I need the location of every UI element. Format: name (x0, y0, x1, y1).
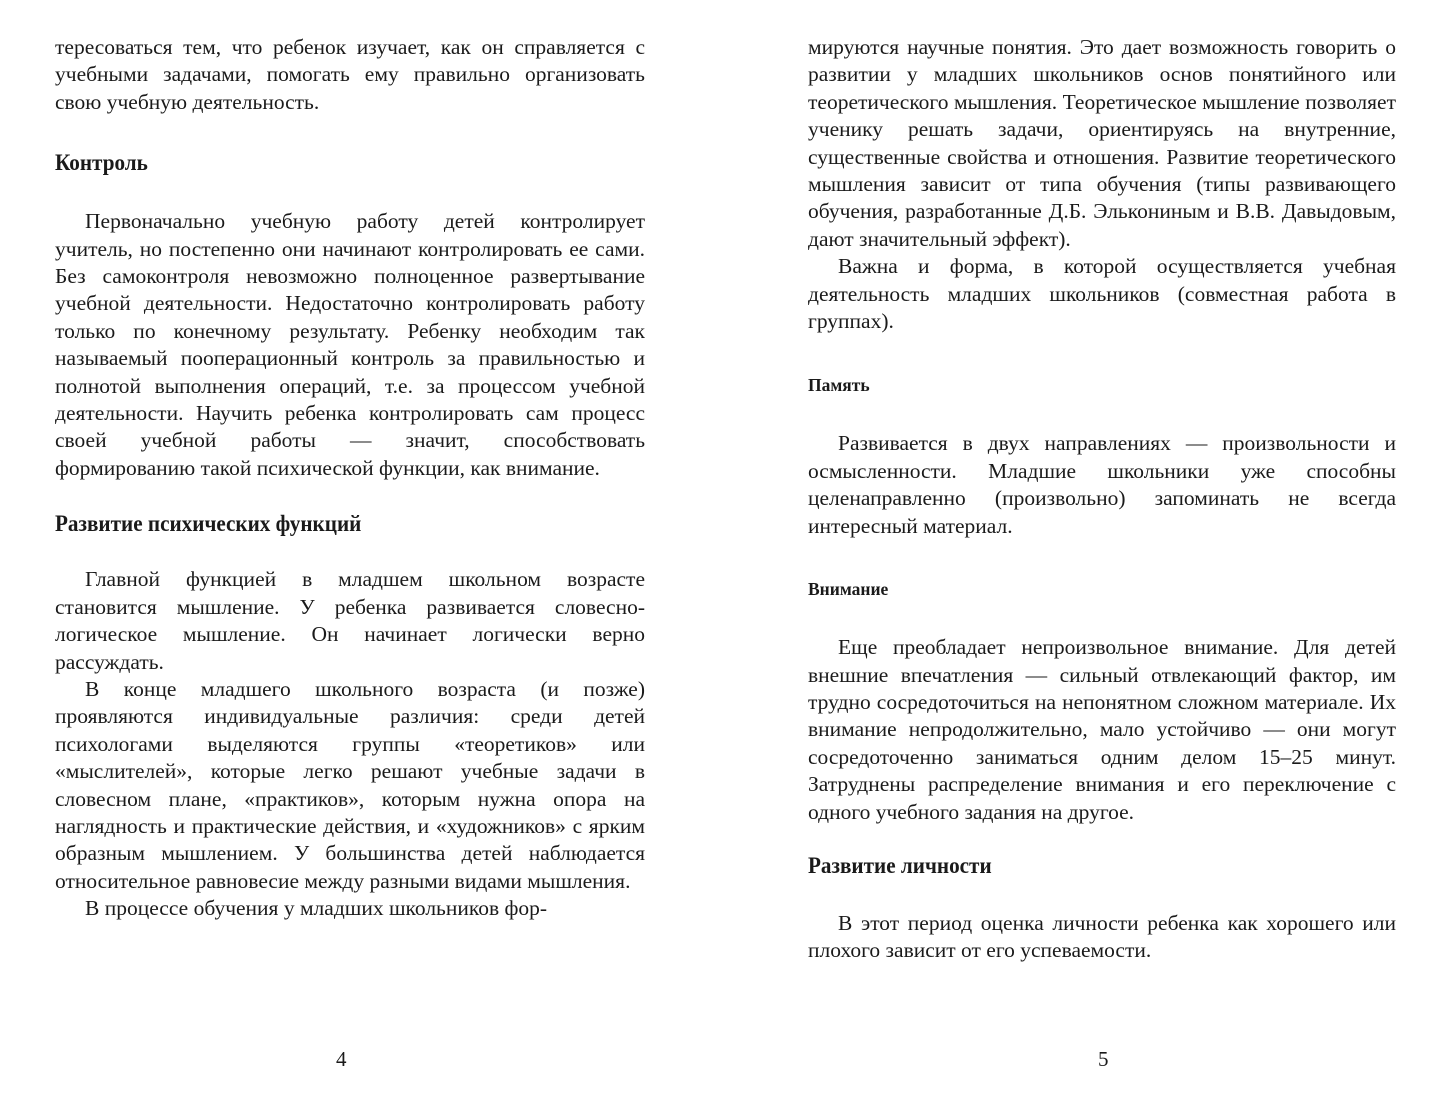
mental-functions-paragraph-1: Главной функцией в младшем школьном возрасте становится мышление. У ребенка развивается словесно-логическое мышление. Он начинает логически верно рассуждать. (55, 567, 645, 674)
personality-heading: Развитие личности (808, 852, 992, 878)
mental-functions-heading: Развитие психических функций (55, 511, 362, 537)
attention-heading: Внимание (808, 579, 889, 600)
page-number: 4 (336, 1047, 347, 1071)
form-paragraph: Важна и форма, в которой осуществляется учебная деятельность младших школьников (совместная работа в группах). (808, 254, 1396, 334)
continued-paragraph: мируются научные понятия. Это дает возможность говорить о развитии у младших школьников основ понятийного или теоретического мышления. Теоретическое мышление позволяет ученику решать задачи, ориентируясь на внутренние, существенные свойства и отношения. Развитие теоретического мышления зависит от типа обучения (типы развивающего обучения, разработанные Д.Б. Элькониным и В.В. Давыдовым, дают значительный эффект). (808, 35, 1396, 251)
control-paragraph: Первоначально учебную работу детей контролирует учитель, но постепенно они начинают контролировать ее сами. Без самоконтроля невозможно полноценное развертывание учебной деятельности. Недостаточно контролировать работу только по конечному результату. Ребенку необходим так называемый пооперационный контроль за правильностью и полнотой выполнения операций, т.е. за процессом учебной деятельности. Научить ребенка контролировать сам процесс своей учебной работы — значит, способствовать формированию такой психической функции, как внимание. (55, 209, 645, 480)
left-page-text-column (55, 34, 645, 923)
right-page (715, 0, 1430, 1108)
mental-functions-paragraph-3: В процессе обучения у младших школьников фор- (85, 896, 548, 921)
right-page-text-column (808, 34, 1396, 965)
control-heading: Контроль (55, 150, 148, 176)
mental-functions-paragraph-2: В конце младшего школьного возраста (и позже) проявляются индивидуальные различия: среди детей психологами выделяются группы «теоретиков» или «мыслителей», которые легко решают учебные задачи в словесном плане, «практиков», которым нужна опора на наглядность и практические действия, и «художников» с ярким образным мышлением. У большинства детей наблюдается относительное равновесие между разными видами мышления. (55, 676, 645, 893)
intro-paragraph: тересоваться тем, что ребенок изучает, как он справляется с учебными задачами, помогать ему правильно организовать свою учебную деятельность. (55, 35, 645, 114)
page-number: 5 (1098, 1047, 1109, 1071)
personality-paragraph: В этот период оценка личности ребенка как хорошего или плохого зависит от его успеваемости. (808, 910, 1396, 963)
attention-paragraph: Еще преобладает непроизвольное внимание. Для детей внешние впечатления — сильный отвлекающий фактор, им трудно сосредоточиться на непонятном сложном материале. Их внимание непродолжительно, мало устойчиво — они могут сосредоточенно заниматься одним делом 15–25 минут. Затруднены распределение внимания и его переключение с одного учебного задания на другое. (808, 635, 1396, 824)
memory-heading: Память (808, 375, 870, 396)
memory-paragraph: Развивается в двух направлениях — произвольности и осмысленности. Младшие школьники уже способны целенаправленно (произвольно) запоминать не всегда интересный материал. (808, 431, 1396, 538)
